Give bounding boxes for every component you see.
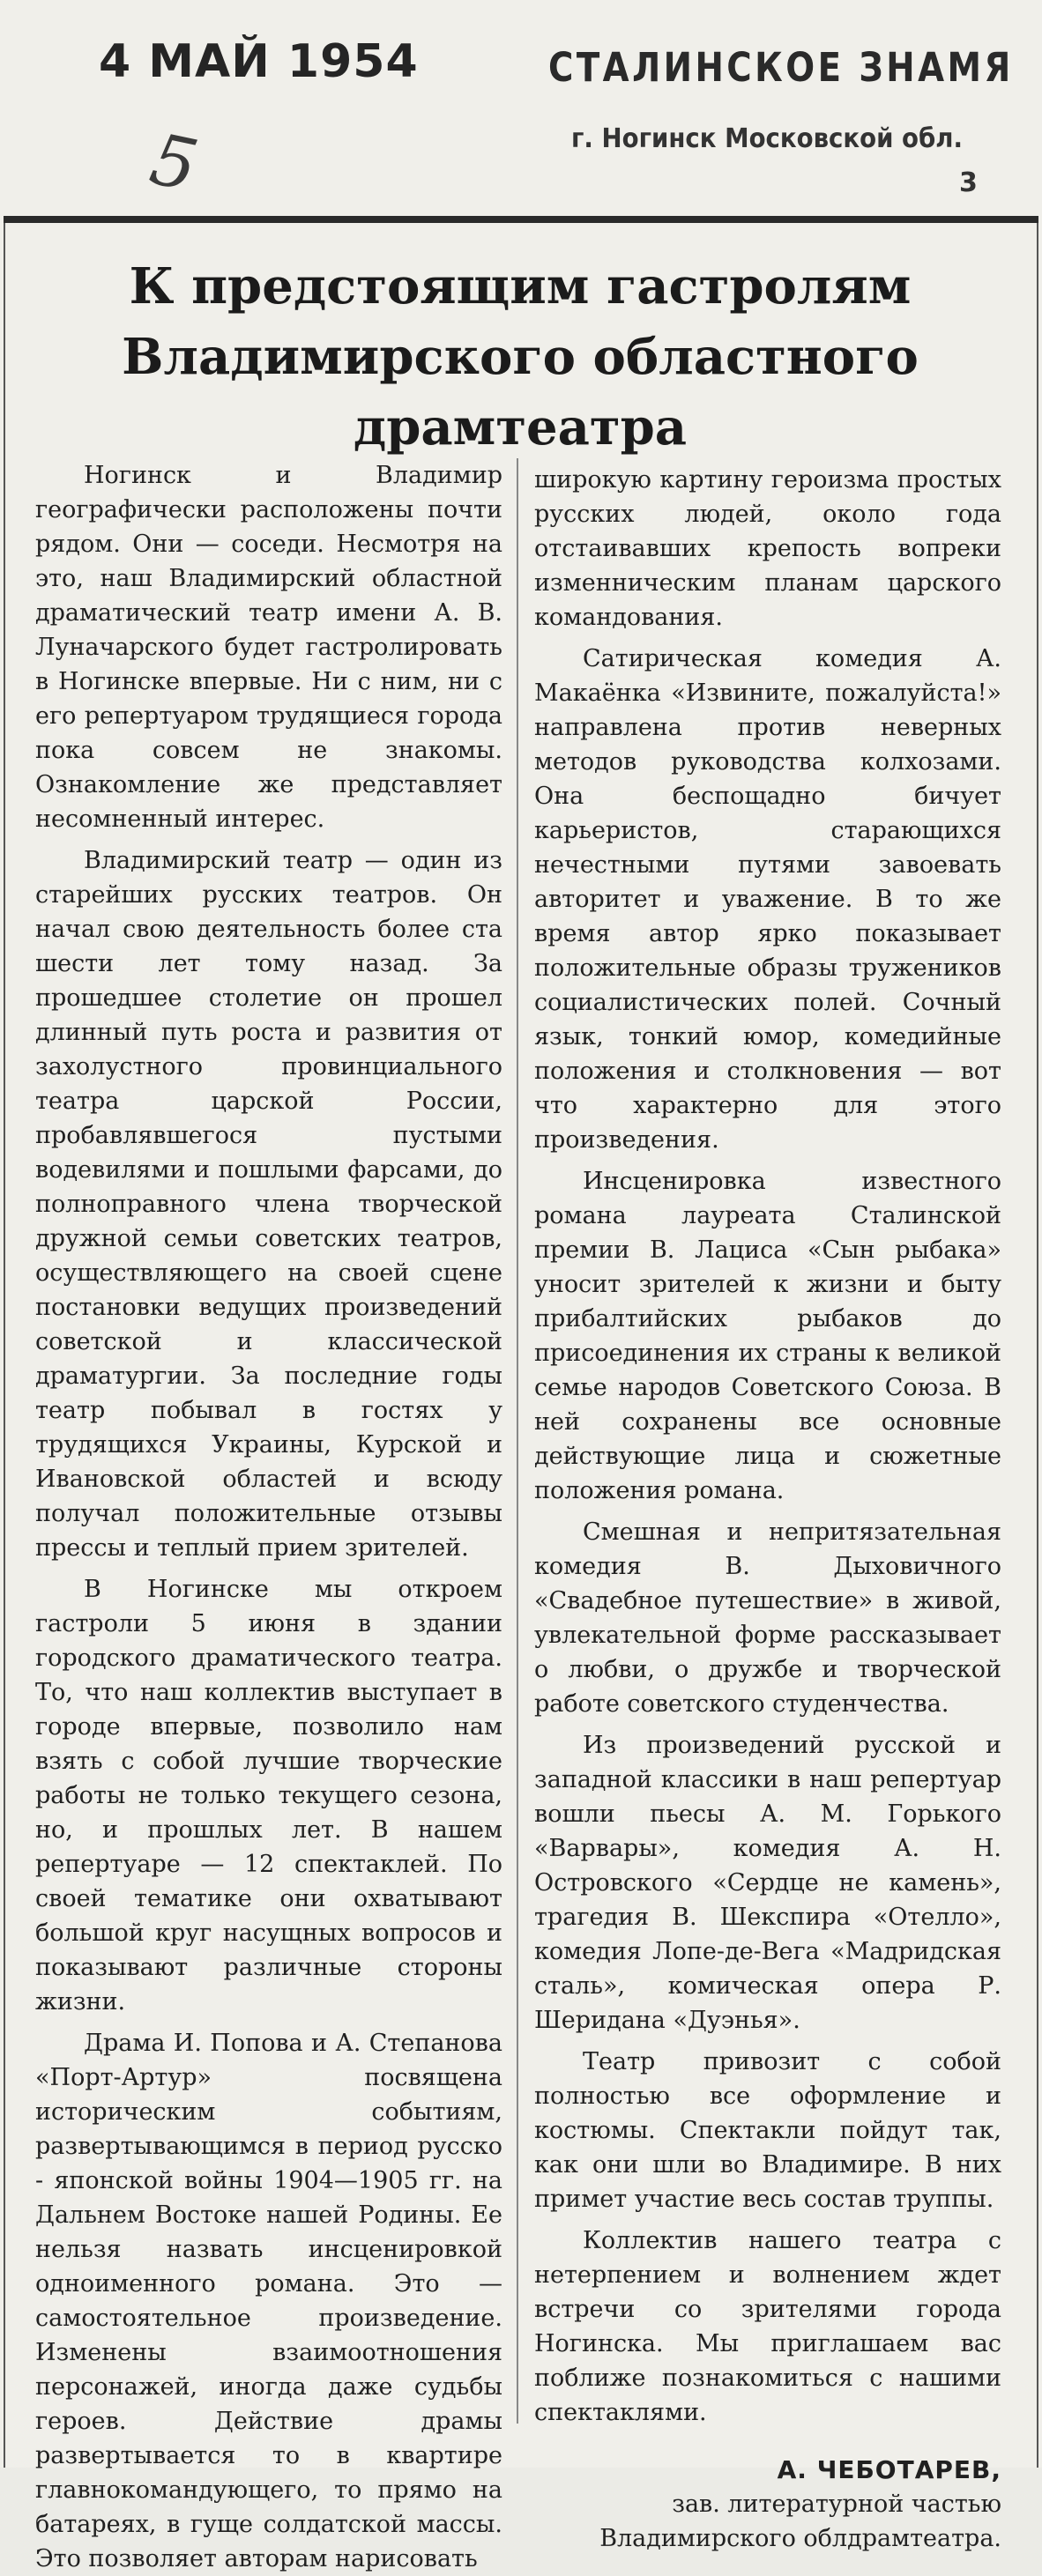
paragraph: Инсценировка известного романа лауреата Сталинской премии В. Лациса «Сын рыбака» уносит зрителей к жизни и быту прибалтийских рыбаков до присоединения их страны к великой семье народов Советского Союза. В ней сохранены все основные действующие лица и сюжетные положения романа. [534, 1168, 1001, 1504]
clipping-date: 4 МАЙ 1954 [99, 35, 419, 88]
paragraph: Сатирическая комедия А. Макаёнка «Извините, пожалуйста!» направлена против неверных методов руководства колхозами. Она беспощадно бичует карьеристов, старающихся нечестными путями завоевать авторитет и уважение. В то же время автор ярко показывает положительные образы тружеников социалистических полей. Сочный язык, тонкий юмор, комедийные положения и столкновения — вот что характерно для этого произведения. [534, 645, 1001, 1154]
article-column-right [534, 463, 1001, 2552]
newspaper-place: г. Ногинск Московской обл. [571, 123, 963, 154]
author-position: зав. литературной частью Владимирского облдрамтеатра. [599, 2491, 1001, 2552]
paragraph: Из произведений русской и западной классики в наш репертуар вошли пьесы А. М. Горького «Варвары», комедия А. Н. Островского «Сердце не камень», трагедия В. Шекспира «Отелло», комедия Лопе-де-Вега «Мадридская сталь», комическая опера Р. Шеридана «Дуэнья». [534, 1732, 1001, 2034]
newspaper-title: СТАЛИНСКОЕ ЗНАМЯ [548, 44, 1014, 91]
paragraph: В Ногинске мы откроем гастроли 5 июня в здании городского драматического театра. То, что наш коллектив выступает в городе впервые, позволило нам взять с собой лучшие творческие работы не только текущего сезона, но, и прошлых лет. В нашем репертуаре — 12 спектаклей. По своей тематике они охватывают большой круг насущных вопросов и показывают различные стороны жизни. [35, 1576, 502, 2016]
article-headline: К предстоящим гастролям Владимирского областного драмтеатра [122, 257, 919, 457]
paragraph: Смешная и непритязательная комедия В. Дыховичного «Свадебное путешествие» в живой, увлекательной форме рассказывает о любви, о дружбе и творческой работе советского студенчества. [534, 1518, 1001, 1718]
paragraph: Владимирский театр — один из старейших русских театров. Он начал свою деятельность более ста шести лет тому назад. За прошедшее столетие он прошел длинный путь роста и развития от захолустного провинциального театра царской России, пробавлявшегося пустыми водевилями и пошлыми фарсами, до полноправного члена творческой дружной семьи советских театров, осуществляющего на своей сцене постановки ведущих произведений советской и классической драматургии. За последние годы театр побывал в гостях у трудящихся Украины, Курской и Ивановской областей и всюду получал положительные отзывы прессы и теплый прием зрителей. [35, 847, 502, 1562]
paragraph: Коллектив нашего театра с нетерпением и волнением ждет встречи со зрителями города Ногинска. Мы приглашаем вас поближе познакомиться с нашими спектаклями. [534, 2227, 1001, 2426]
paragraph: широкую картину героизма простых русских людей, около года отстаивавших крепость вопреки изменническим планам царского командования. [534, 466, 1001, 631]
author-name: А. ЧЕБОТАРЕВ, [777, 2455, 1001, 2484]
column-divider [517, 458, 518, 2424]
page-number: 3 [959, 167, 978, 198]
paragraph: Ногинск и Владимир географически расположены почти рядом. Они — соседи. Несмотря на это, наш Владимирский областной драматический театр имени А. В. Луначарского будет гастролировать в Ногинске впервые. Ни с ним, ни с его репертуаром трудящиеся города пока совсем не знакомы. Ознакомление же представляет несомненный интерес. [35, 462, 502, 833]
paragraph: Драма И. Попова и А. Степанова «Порт-Артур» посвящена историческим событиям, развертывающимся в период русско - японской войны 1904—1905 гг. на Дальнем Востоке нашей Родины. Ее нельзя назвать инсценировкой одноименного романа. Это — самостоятельное произведение. Изменены взаимоотношения персонажей, иногда даже судьбы героев. Действие драмы развертывается то в квартире главнокомандующего, то прямо на батареях, в гуще солдатской массы. Это позволяет авторам нарисовать [35, 2030, 502, 2572]
paragraph: Театр привозит с собой полностью все оформление и костюмы. Спектакли пойдут так, как они шли во Владимире. В них примет участие весь состав труппы. [534, 2048, 1001, 2213]
header-rule [4, 216, 1038, 223]
article-column-left [35, 458, 502, 2572]
handwritten-mark: 5 [143, 117, 205, 208]
